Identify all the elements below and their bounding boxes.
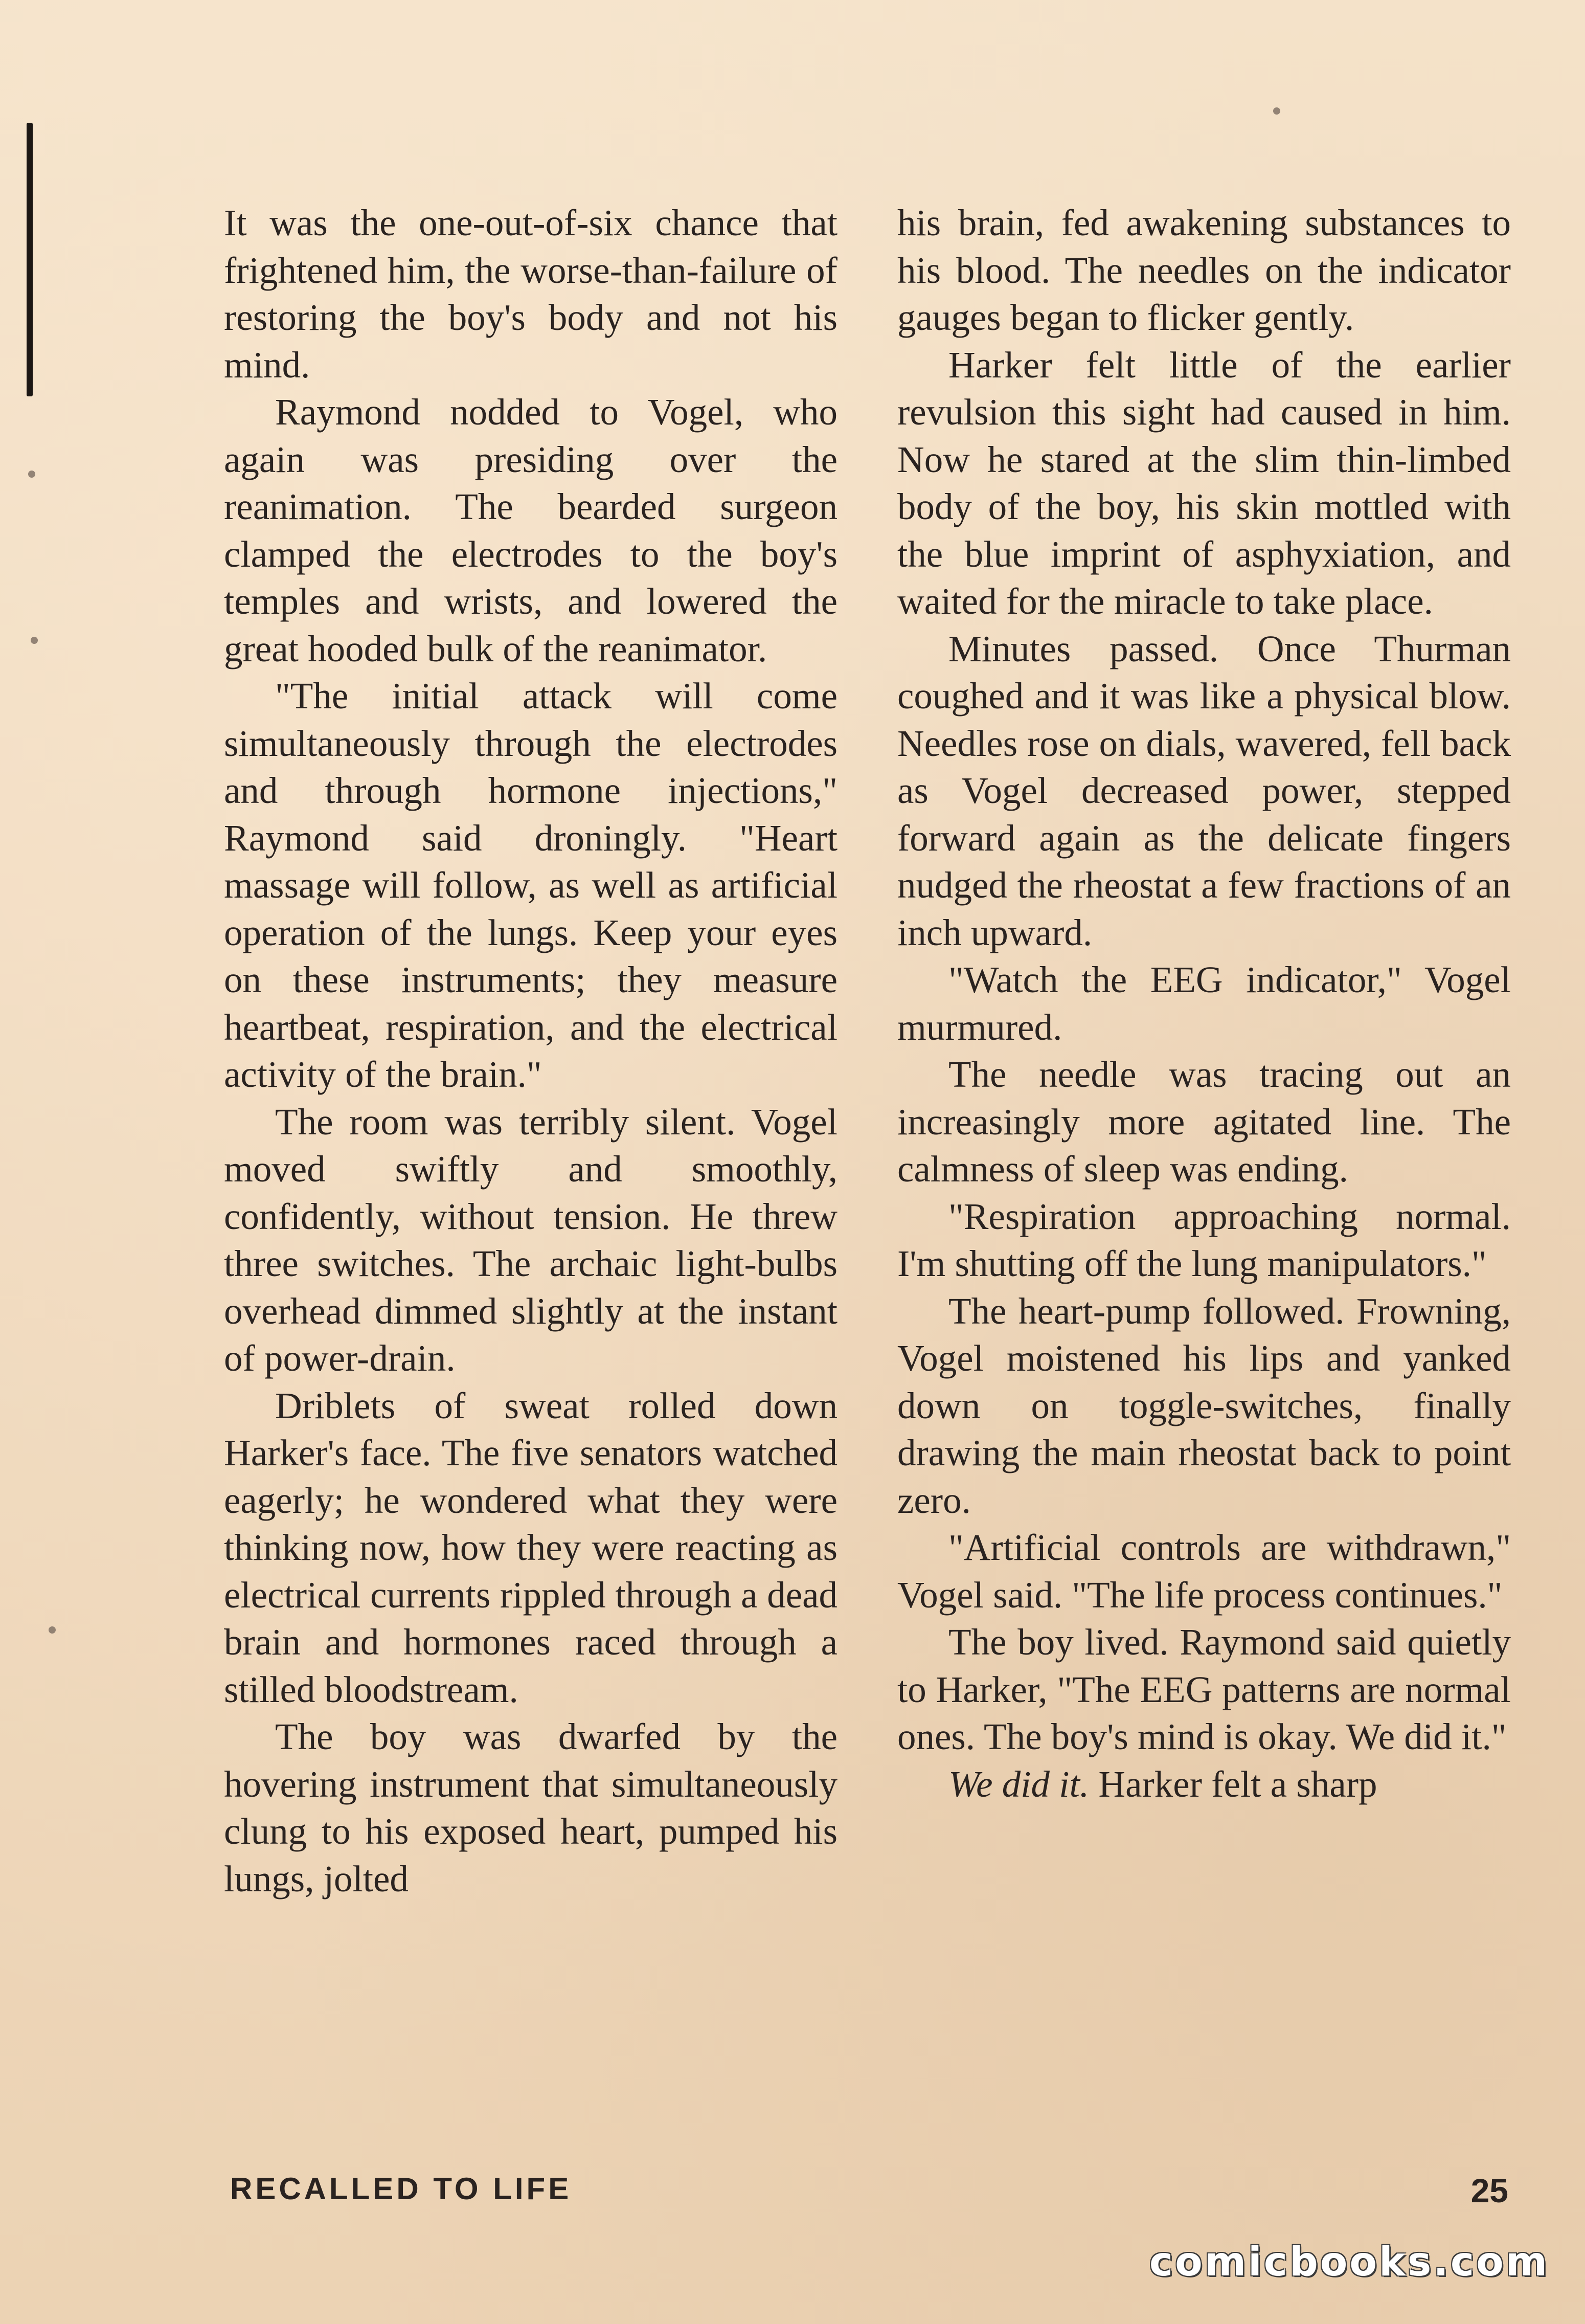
paragraph: Harker felt little of the earlier revulsion this sight had caused in him. Now he stared at the slim thin-limbed body of the boy, his skin mottled with the blue imprint of asphyxiation, and waited for the miracle to take place. [897, 344, 1511, 622]
margin-dot [1273, 107, 1280, 115]
paragraph: Minutes passed. Once Thurman coughed and it was like a physical blow. Needles rose on dials, wavered, fell back as Vogel decreased power, stepped forward again as the delicate fingers nudged the rheostat a few fractions of an inch upward. [897, 628, 1511, 953]
paragraph: The heart-pump followed. Frowning, Vogel moistened his lips and yanked down on toggle-switches, finally drawing the main rheostat back to point zero. [897, 1290, 1511, 1521]
paragraph: "Respiration approaching normal. I'm shutting off the lung manipulators." [897, 1195, 1511, 1284]
paragraph: It was the one-out-of-six chance that frightened him, the worse-than-failure of restoring the boy's body and not his mind. [224, 202, 837, 386]
right-column [897, 199, 1511, 1808]
margin-dot [31, 637, 38, 644]
paragraph [897, 1761, 1511, 1808]
running-title: RECALLED TO LIFE [230, 2172, 572, 2206]
left-column [224, 199, 837, 1903]
paragraph: "The initial attack will come simultaneously through the electrodes and through hormone injections," Raymond said droningly. "Heart massage will follow, as well as artificial operation of the lungs. Keep your eyes on these instruments; they measure heartbeat, respiration, and the electrical activity of the brain." [224, 675, 837, 1095]
paragraph: The boy was dwarfed by the hovering instrument that simultaneously clung to his exposed heart, pumped his lungs, jolted [224, 1716, 837, 1900]
margin-dot [28, 471, 35, 478]
paragraph: his brain, fed awakening substances to his blood. The needles on the indicator gauges began to flicker gently. [897, 202, 1511, 338]
paragraph: Driblets of sweat rolled down Harker's face. The five senators watched eagerly; he wondered what they were thinking now, how they were reacting as electrical currents rippled through a dead brain and hormones raced through a stilled bloodstream. [224, 1384, 837, 1710]
paragraph: "Artificial controls are withdrawn," Vogel said. "The life process continues." [897, 1527, 1511, 1616]
paragraph-text: Harker felt a sharp [1089, 1763, 1377, 1805]
margin-dot [49, 1626, 56, 1634]
paragraph: The room was terribly silent. Vogel moved swiftly and smoothly, confidently, without tension. He threw three switches. The archaic light-bulbs overhead dimmed slightly at the instant of power-drain. [224, 1101, 837, 1379]
watermark: comicbooks.com [1149, 2239, 1549, 2285]
emphasis-text: We did it. [948, 1763, 1090, 1805]
page-number: 25 [1470, 2172, 1508, 2209]
binding-rule [27, 123, 33, 396]
paragraph: Raymond nodded to Vogel, who again was presiding over the reanimation. The bearded surgeon clamped the electrodes to the boy's temples and wrists, and lowered the great hooded bulk of the reanimator. [224, 391, 837, 669]
paragraph: The needle was tracing out an increasingly more agitated line. The calmness of sleep was ending. [897, 1054, 1511, 1190]
page-footer [230, 2171, 1508, 2212]
paragraph: "Watch the EEG indicator," Vogel murmured. [897, 959, 1511, 1048]
paragraph: The boy lived. Raymond said quietly to Harker, "The EEG patterns are normal ones. The boy's mind is okay. We did it." [897, 1621, 1511, 1757]
